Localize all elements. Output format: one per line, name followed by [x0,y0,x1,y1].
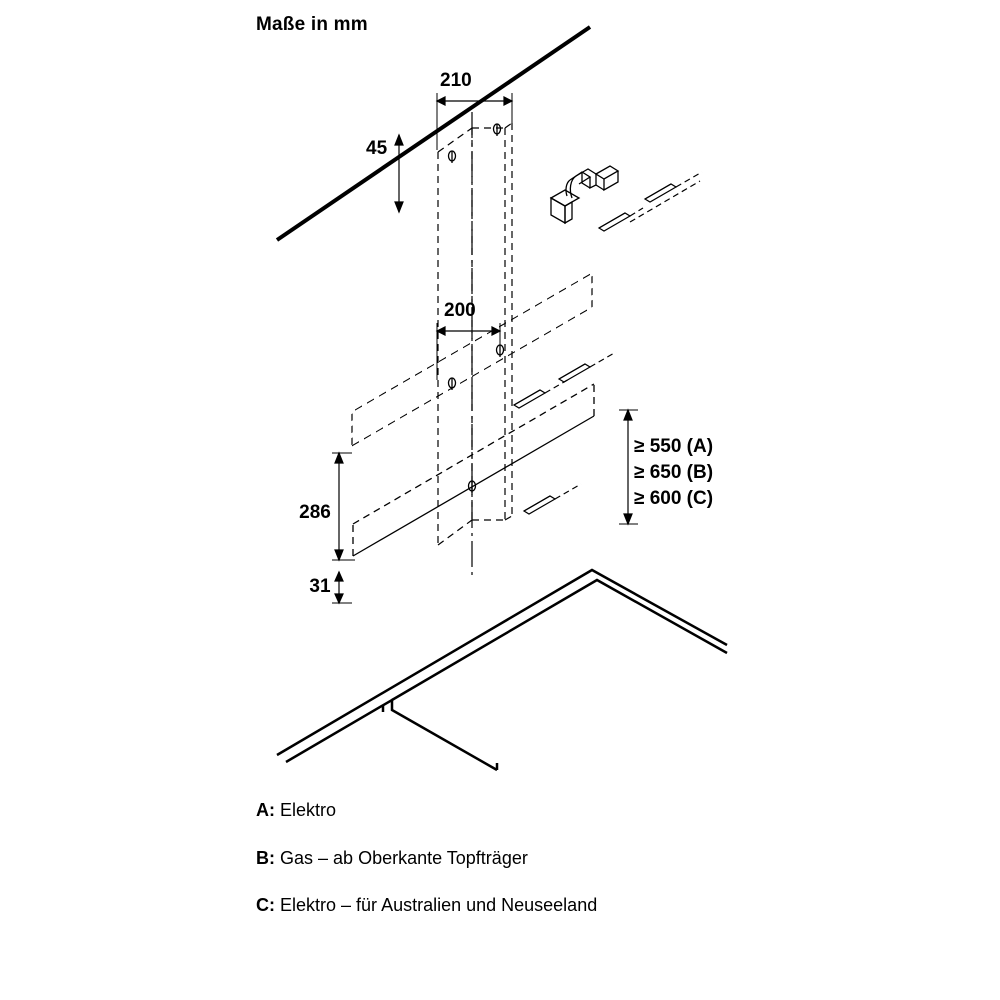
dimension-200 [437,323,500,380]
mounting-hole-upper-left [449,151,456,163]
legend-key-c: C: [256,895,275,916]
legend-key-a: A: [256,800,275,820]
dimension-45-label: 45 [366,138,388,159]
mounting-hole-upper-right [494,124,501,136]
screw-anchors-upper [599,172,702,231]
legend-row-b [256,848,956,870]
wall-bracket-icon [551,166,618,223]
legend-text-b: Gas – ab Oberkante Topfträger [280,847,528,868]
dimension-286-label: 286 [299,502,331,523]
clearance-a-label: ≥ 550 (A) [634,436,714,457]
legend-row-c [256,895,956,917]
legend-text-a: Elektro [280,800,337,820]
legend [256,800,956,943]
screw-anchors-middle [514,352,616,408]
hood-body-outline [353,384,594,556]
dimension-210-label: 210 [440,70,472,91]
dimension-200-label: 200 [444,300,476,321]
dimension-286 [332,453,355,560]
legend-key-b: B: [256,847,275,868]
legend-row-a [256,800,956,822]
legend-text-c: Elektro – für Australien und Neuseeland [280,895,598,916]
dimension-45 [395,135,403,212]
dimension-31 [332,572,352,603]
cooktop-outline [277,570,727,770]
chimney-outline [438,123,512,545]
dimension-31-label: 31 [309,576,331,597]
wall-edge-line [277,27,590,240]
clearance-c-label: ≥ 600 (C) [634,488,714,509]
clearance-b-label: ≥ 650 (B) [634,462,714,483]
unit-note: Maße in mm [256,14,368,35]
screw-anchors-lower [524,484,581,514]
